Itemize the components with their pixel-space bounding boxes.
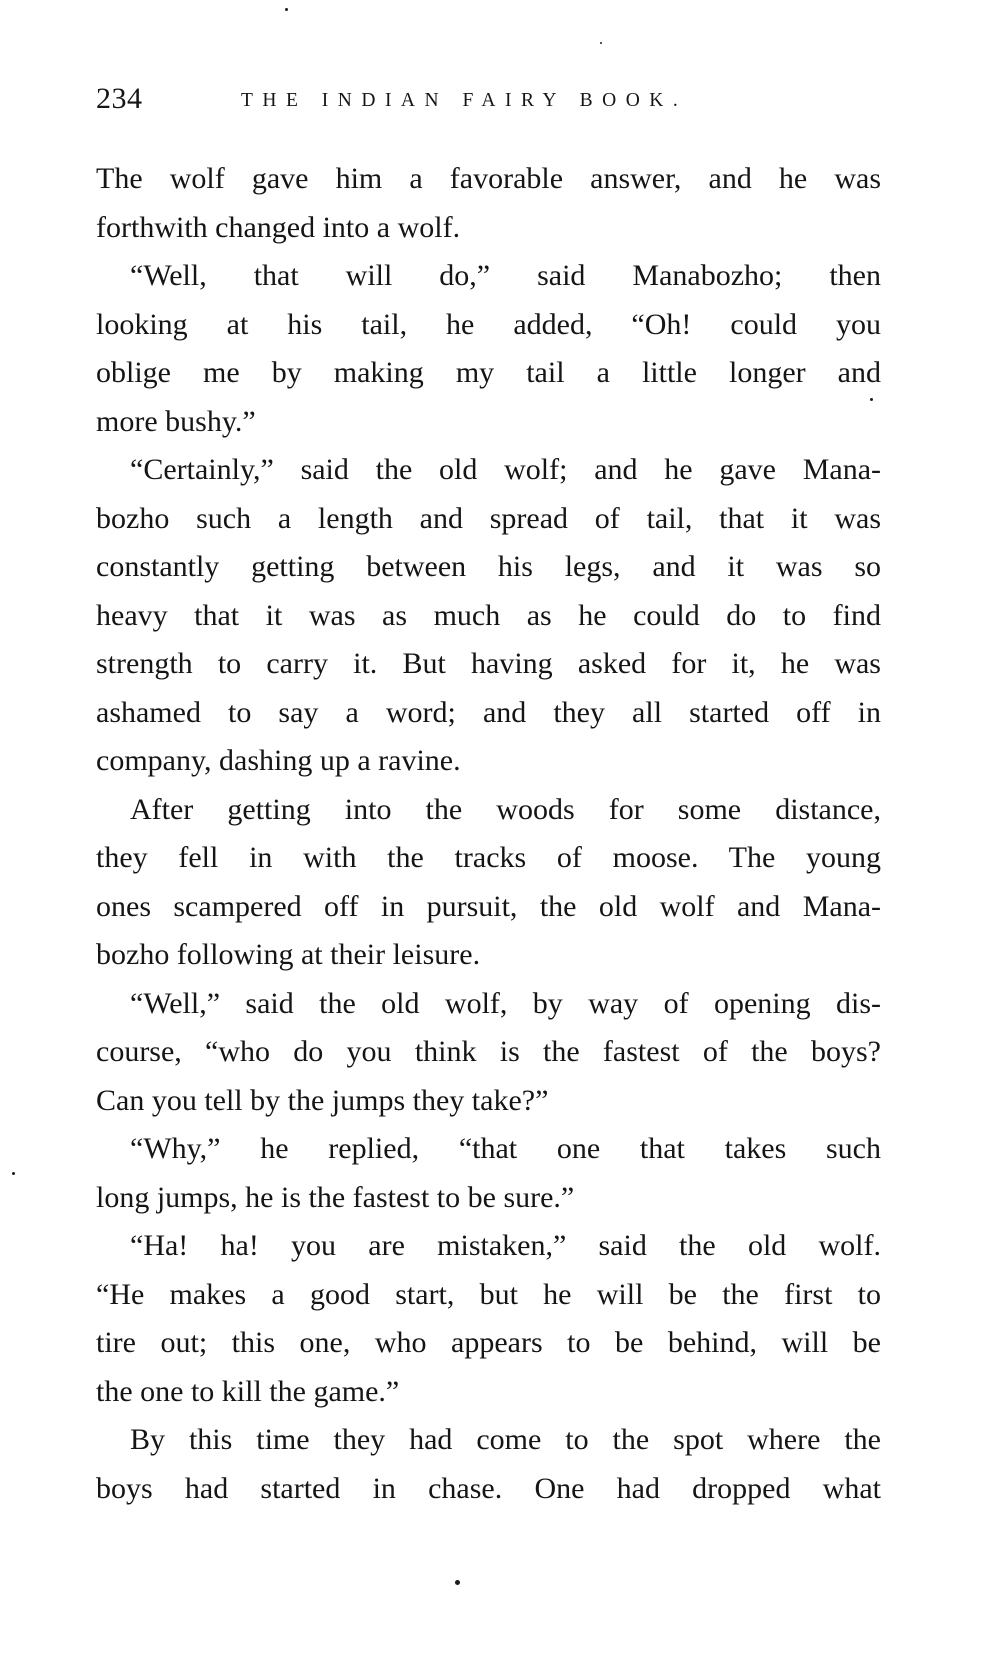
text-line: more bushy.” <box>96 404 256 438</box>
book-title: THE INDIAN FAIRY BOOK. <box>241 90 688 111</box>
text-line: they fell in with the tracks of moose. The young <box>96 841 881 874</box>
print-speck <box>12 1172 15 1175</box>
text-line: bozho following at their leisure. <box>96 938 481 971</box>
text-line: heavy that it was as much as he could do to find <box>96 598 881 632</box>
text-line: strength to carry it. But having asked for it, he was <box>96 647 881 680</box>
text-line: “He makes a good start, but he will be the first to <box>96 1277 881 1311</box>
text-line: The wolf gave him a favorable answer, and he was <box>96 162 881 195</box>
print-speck <box>600 42 602 44</box>
text-line: “Ha! ha! you are mistaken,” said the old wolf. <box>130 1229 881 1262</box>
print-speck <box>285 8 288 11</box>
text-line: ashamed to say a word; and they all started off in <box>96 695 881 729</box>
text-line: “Well,” said the old wolf, by way of opening dis- <box>130 986 881 1020</box>
text-line: long jumps, he is the fastest to be sure.” <box>96 1180 575 1214</box>
page-number: 234 <box>96 82 143 115</box>
text-line: ones scampered off in pursuit, the old wolf and Mana- <box>96 889 881 923</box>
text-line: constantly getting between his legs, and it was so <box>96 550 881 583</box>
text-line: company, dashing up a ravine. <box>96 744 461 777</box>
text-line: “Certainly,” said the old wolf; and he gave Mana- <box>130 453 881 486</box>
text-line: looking at his tail, he added, “Oh! could you <box>96 307 881 341</box>
text-line: By this time they had come to the spot where the <box>130 1423 881 1456</box>
text-line: the one to kill the game.” <box>96 1374 400 1408</box>
text-line: tire out; this one, who appears to be behind, will be <box>96 1326 881 1359</box>
text-line: boys had started in chase. One had dropped what <box>96 1471 881 1505</box>
text-line: oblige me by making my tail a little longer and <box>96 356 881 389</box>
text-line: “Well, that will do,” said Manabozho; then <box>130 259 881 292</box>
print-speck <box>870 398 873 401</box>
print-speck <box>455 1580 460 1585</box>
text-line: “Why,” he replied, “that one that takes such <box>130 1132 881 1165</box>
body-text <box>96 155 881 1513</box>
text-line: bozho such a length and spread of tail, that it was <box>96 501 881 535</box>
text-line: course, “who do you think is the fastest of the boys? <box>96 1035 881 1068</box>
text-line: After getting into the woods for some distance, <box>130 792 881 826</box>
text-line: Can you tell by the jumps they take?” <box>96 1083 549 1117</box>
text-line: forthwith changed into a wolf. <box>96 210 461 244</box>
running-header <box>96 82 886 122</box>
